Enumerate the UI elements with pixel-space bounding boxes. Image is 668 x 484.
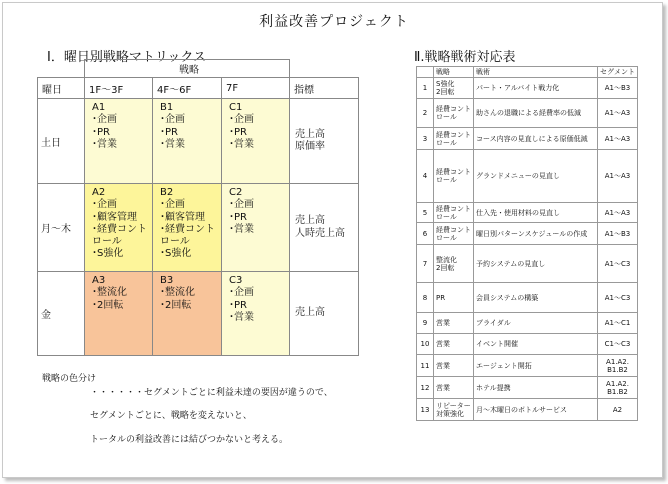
strategy-text: 整流化 [436,255,457,264]
cell-code: A2 [92,187,106,198]
indicator-cell [290,272,359,356]
strategy-text: ロール [436,138,457,147]
strategy-col-header: 戦略 [434,67,474,78]
floor-header-1: 1F～3F [85,78,153,99]
matrix-cell [222,272,290,356]
cell-item: ･企画 [229,199,254,211]
table-row [417,334,638,355]
notes-line-3: トータルの利益改善には結びつかないと考える。 [90,435,289,445]
indicator-text: 売上高 [295,215,325,227]
segment-cell [598,150,638,203]
table-row [417,99,638,128]
strategy-header: 戦略 [85,60,290,78]
cell-item: ･企画 [160,199,185,211]
strategy-tactics-table [416,66,638,421]
page-title: 利益改善プロジェクト [259,14,409,30]
cell-item: ･営業 [229,223,254,235]
segment-cell [598,78,638,99]
segment-text: A1～A3 [604,172,631,180]
row-number: 7 [417,245,434,283]
matrix-cell [153,272,222,356]
tactic-cell: ホテル提携 [474,377,598,399]
cell-item: ･営業 [160,138,185,150]
day-column-header: 曜日 [38,78,85,99]
notes-line-1: ・・・・・・セグメントごとに利益未達の要因が違うので、 [90,388,333,398]
segment-cell [598,99,638,128]
no-header [417,67,434,78]
matrix-heading: Ⅰ．曜日別戦略マトリックス [47,50,207,65]
segment-text: A1～C3 [604,259,631,268]
segment-cell [598,355,638,377]
table-row [417,355,638,377]
strategy-text: リピーター [436,401,471,410]
segment-cell [598,128,638,150]
table-row [417,245,638,283]
cell-item: ･2回転 [160,299,192,311]
row-number: 12 [417,377,434,399]
strategy-text: 営業 [436,383,450,392]
indicator-text: 売上高 [295,307,325,319]
cell-item: ロール [92,236,122,248]
segment-text: B1.B2 [607,365,628,374]
tactic-cell: コース内容の見直しによる原価低減 [474,128,598,150]
indicator-text: 原価率 [295,141,325,152]
strategy-matrix-table [37,59,359,356]
segment-text: A1～A3 [604,208,631,217]
notes-line-2: セグメントごとに、戦略を変えないと、 [90,411,252,421]
strategy-text: ロール [436,176,457,184]
strategy-table-heading: Ⅱ.戦略戦術対応表 [414,50,516,65]
day-label: 金 [38,272,85,356]
segment-text: B1.B2 [607,387,628,396]
strategy-text: S強化 [436,80,455,88]
strategy-cell [434,334,474,355]
cell-item: ･PR [92,126,110,138]
matrix-cell [85,272,153,356]
indicator-cell [290,184,359,272]
floor-header-2: 4F～6F [153,78,222,99]
strategy-cell [434,377,474,399]
table-row [417,78,638,99]
tactic-cell: パート・アルバイト戦力化 [474,78,598,99]
matrix-cell [222,184,290,272]
cell-item: ･整流化 [92,287,127,299]
strategy-cell [434,355,474,377]
matrix-cell [222,99,290,184]
strategy-cell [434,150,474,203]
cell-item: ･PR [229,126,247,138]
cell-item: ･S強化 [92,248,124,260]
cell-item: ･整流化 [160,287,195,299]
segment-text: A1～B3 [604,84,631,92]
row-number: 4 [417,150,434,203]
strategy-cell [434,283,474,313]
floor-header-3: 7F [222,78,290,99]
cell-code: B2 [160,187,174,198]
table-row [417,223,638,245]
segment-text: A1～C1 [604,319,631,327]
strategy-text: 営業 [436,319,450,327]
cell-item: ･経費コント [160,223,215,235]
strategy-cell [434,128,474,150]
cell-item: ･PR [229,299,247,311]
notes-heading: 戦略の色分け [42,374,97,384]
strategy-text: 経費コント [436,130,471,139]
cell-item: ･企画 [160,114,185,126]
strategy-text: 対策強化 [436,409,464,418]
segment-cell [598,283,638,313]
strategy-text: 経費コント [436,168,471,176]
strategy-text: ロール [436,233,457,242]
cell-code: A1 [92,102,106,113]
segment-text: C1～C3 [604,340,631,348]
segment-cell [598,377,638,399]
row-number: 9 [417,313,434,334]
cell-item: ロール [160,236,190,248]
strategy-cell [434,223,474,245]
segment-text: A1.A2. [606,379,629,388]
cell-item: ･営業 [229,311,254,323]
segment-cell [598,245,638,283]
cell-item: ･顧客管理 [92,211,137,223]
strategy-text: 経費コント [436,225,471,234]
segment-cell [598,313,638,334]
strategy-text: ロール [436,212,457,221]
strategy-text: PR [436,293,446,302]
cell-item: ･企画 [92,114,117,126]
row-number: 10 [417,334,434,355]
row-number: 11 [417,355,434,377]
strategy-cell [434,203,474,223]
cell-item: ･企画 [229,287,254,299]
tactic-cell: 会員システムの構築 [474,283,598,313]
cell-item: ･顧客管理 [160,211,205,223]
tactic-cell: ブライダル [474,313,598,334]
segment-col-header: セグメント [598,67,638,78]
matrix-cell [85,184,153,272]
segment-cell [598,399,638,421]
strategy-text: 2回転 [436,88,455,96]
indicator-cell [290,99,359,184]
tactic-cell: イベント開催 [474,334,598,355]
tactic-cell: グランドメニューの見直し [474,150,598,203]
table-row [417,150,638,203]
tactic-col-header: 戦術 [474,67,598,78]
cell-item: ･S強化 [160,248,192,260]
strategy-cell [434,78,474,99]
cell-item: ･経費コント [92,223,147,235]
matrix-cell [85,99,153,184]
row-number: 6 [417,223,434,245]
cell-item: ･PR [160,126,178,138]
tactic-cell: 曜日別パターンスケジュールの作成 [474,223,598,245]
row-number: 8 [417,283,434,313]
day-label: 月～木 [38,184,85,272]
cell-item: ･PR [229,211,247,223]
row-number: 2 [417,99,434,128]
cell-item: ･企画 [92,199,117,211]
tactic-cell: 助さんの退職による経費率の低減 [474,99,598,128]
cell-code: C1 [229,102,243,113]
cell-item: ･企画 [229,114,254,126]
cell-item: ･営業 [229,138,254,150]
strategy-text: 経費コント [436,105,471,113]
indicator-text: 人時売上高 [295,227,345,239]
table-row [417,203,638,223]
cell-code: B3 [160,275,174,286]
row-number: 1 [417,78,434,99]
table-row [417,283,638,313]
matrix-cell [153,99,222,184]
segment-text: A1.A2. [606,357,629,366]
cell-code: A3 [92,275,106,286]
strategy-cell [434,399,474,421]
table-row [417,399,638,421]
strategy-text: 営業 [436,361,450,370]
tactic-cell: エージェント開拓 [474,355,598,377]
row-number: 5 [417,203,434,223]
strategy-text: 2回転 [436,263,455,272]
table-row [417,377,638,399]
segment-cell [598,203,638,223]
indicator-text: 売上高 [295,128,325,140]
row-number: 3 [417,128,434,150]
cell-item: ･営業 [92,138,117,150]
cell-item: ･2回転 [92,299,124,311]
indicator-column-header: 指標 [290,78,359,99]
cell-code: C3 [229,275,243,286]
tactic-cell: 仕入先・使用材料の見直し [474,203,598,223]
table-row [417,313,638,334]
segment-text: A1～C3 [604,293,631,302]
strategy-cell [434,313,474,334]
segment-text: A2 [612,405,623,414]
day-label: 土日 [38,99,85,184]
cell-code: B1 [160,102,174,113]
strategy-cell [434,99,474,128]
segment-text: A1～A3 [604,109,631,117]
strategy-cell [434,245,474,283]
segment-text: A1～A3 [604,134,631,143]
segment-cell [598,334,638,355]
segment-cell [598,223,638,245]
strategy-text: 経費コント [436,204,471,213]
strategy-text: 営業 [436,340,450,348]
tactic-cell: 予約システムの見直し [474,245,598,283]
tactic-cell: 月～木曜日のボトルサービス [474,399,598,421]
strategy-text: ロール [436,113,457,121]
table-row [417,128,638,150]
row-number: 13 [417,399,434,421]
segment-text: A1～B3 [604,229,631,238]
matrix-cell [153,184,222,272]
cell-code: C2 [229,187,243,198]
